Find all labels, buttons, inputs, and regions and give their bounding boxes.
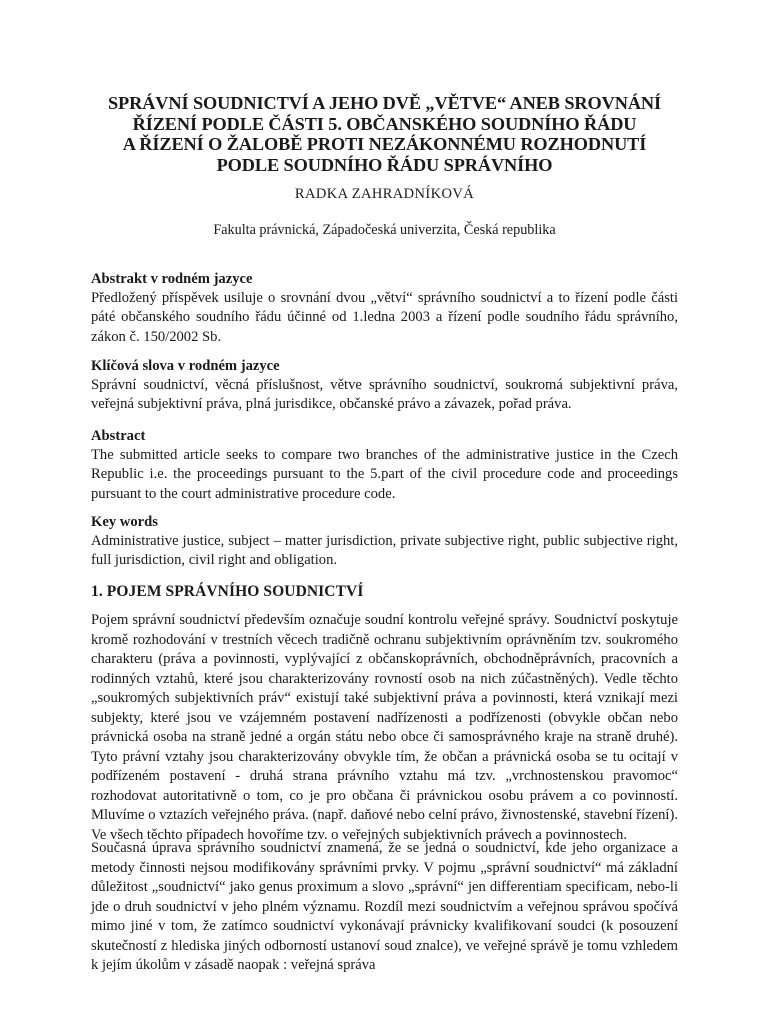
title-line: ŘÍZENÍ PODLE ČÁSTI 5. OBČANSKÉHO SOUDNÍHO ŘÁDU (132, 113, 637, 134)
keywords-english-heading: Key words (91, 514, 158, 530)
abstract-english-text: The submitted article seeks to compare two branches of the administrative justice in the Czech Republic i.e. the proceedings pursuant to the 5.part of the civil procedure code and proceedings pursuant to the court administrative procedure code. (91, 447, 678, 502)
keywords-english (91, 513, 678, 571)
abstract-english-heading: Abstract (91, 428, 146, 444)
keywords-english-text: Administrative justice, subject – matter jurisdiction, private subjective right, public subjective right, full jurisdiction, civil right and obligation. (91, 533, 678, 569)
abstract-native-text: Předložený příspěvek usiluje o srovnání dvou „větví“ správního soudnictví a to řízení podle části páté občanského soudního řádu účinné od 1.ledna 2003 a řízení podle soudního řádu správního, zákon č. 150/2002 Sb. (91, 290, 678, 345)
author-affiliation: Fakulta právnická, Západočeská univerzita, Česká republika (213, 222, 556, 238)
abstract-english (91, 427, 678, 504)
title-line: PODLE SOUDNÍHO ŘÁDU SPRÁVNÍHO (216, 154, 553, 175)
paper-title (91, 93, 678, 175)
abstract-native-heading: Abstrakt v rodném jazyce (91, 271, 253, 287)
title-line: A ŘÍZENÍ O ŽALOBĚ PROTI NEZÁKONNÉMU ROZHODNUTÍ (122, 134, 647, 154)
title-line: SPRÁVNÍ SOUDNICTVÍ A JEHO DVĚ „VĚTVE“ ANEB SROVNÁNÍ (107, 93, 662, 113)
abstract-native (91, 270, 678, 347)
keywords-native (91, 357, 678, 415)
section-heading: 1. POJEM SPRÁVNÍHO SOUDNICTVÍ (91, 583, 364, 600)
keywords-native-text: Správní soudnictví, věcná příslušnost, větve správního soudnictví, soukromá subjektivní práva, veřejná subjektivní práva, plná jurisdikce, občanské právo a závazek, pořad práva. (91, 377, 678, 413)
keywords-native-heading: Klíčová slova v rodném jazyce (91, 358, 280, 374)
author-name: RADKA ZAHRADNÍKOVÁ (294, 186, 475, 202)
body-paragraph: Současná úprava správního soudnictví znamená, že se jedná o soudnictví, kde jeho organizace a metody činnosti nejsou modifikovány správními prvky. V pojmu „správní soudnictví“ má základní důležitost „soudnictví“ jako genus proximum a slovo „správní“ jen differentiam specificam, nebo-li jde o druh soudnictví v jeho plném významu. Rozdíl mezi soudnictvím a veřejnou správou spočívá mimo jiné v tom, že zatímco soudnictví vykonávají právnicky kvalifikovaní soudci (k posouzení skutečností z hlediska jiných odborností ustanoví soud znalce), ve veřejné správě je tomu vzhledem k jejím úkolům v zásadě naopak : veřejná správa (91, 840, 678, 973)
body-paragraph: Pojem správní soudnictví především označuje soudní kontrolu veřejné správy. Soudnictví poskytuje kromě rozhodování v trestních věcech tradičně ochranu subjektivním oprávněním tzv. soukromého charakteru (práva a povinnosti, vyplývající z občanskoprávních, obchodněprávních, pracovních a rodinných vztahů, které jsou charakterizovány rovností osob na nich zúčastněných). Vedle těchto „soukromých subjektivních práv“ existují také subjektivní práva a povinnosti, která vznikají mezi subjekty, které jsou ve vzájemném postavení nadřízenosti a podřízenosti (obvykle občan nebo právnická osoba na straně jedné a orgán státu nebo obce či samosprávného kraje na straně druhé). Tyto právní vztahy jsou charakterizovány obvykle tím, že občan a právnická osoba se tu ocitají v podřízeném postavení - druhá strana právního vztahu má tzv. „vrchnostenskou pravomoc“ rozhodovat autoritativně o tom, co je pro občana či právnickou osobu právem a co povinností. Mluvíme o vztazích veřejného práva. (např. daňové nebo celní právo, živnostenské, stavební řízení). Ve všech těchto případech hovoříme tzv. o veřejných subjektivních právech a povinnostech. (91, 612, 678, 843)
